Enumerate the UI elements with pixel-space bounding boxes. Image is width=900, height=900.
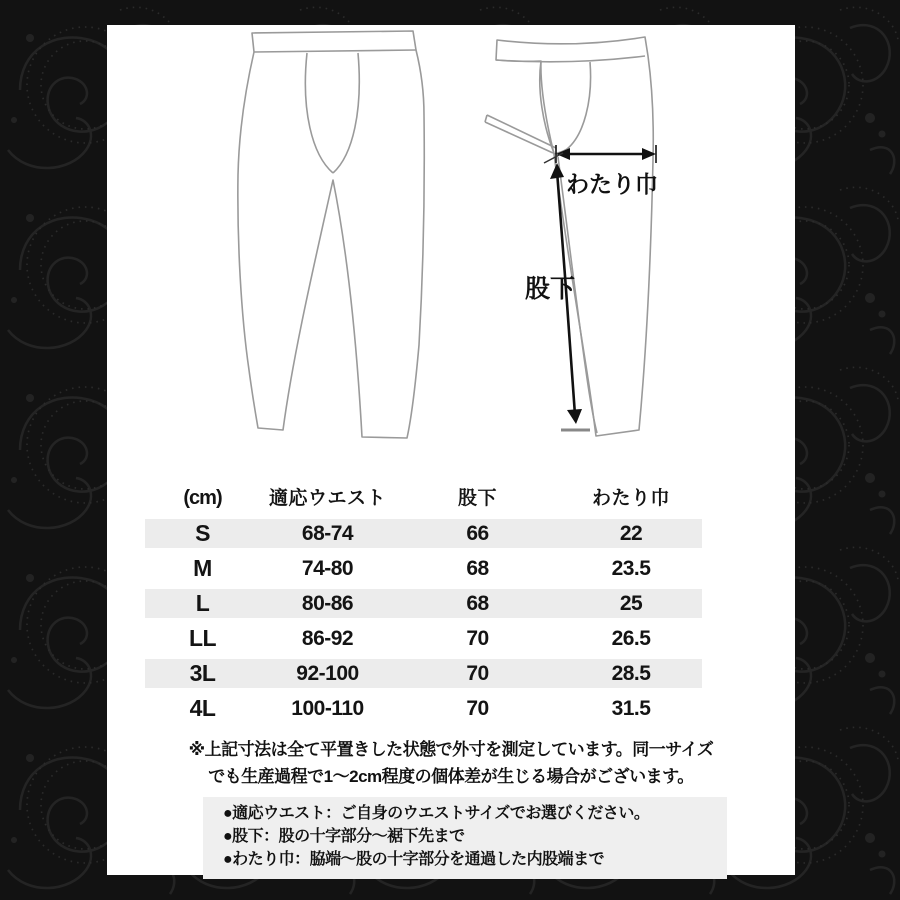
thigh-value: 23.5 — [611, 557, 651, 580]
measurement-note — [107, 736, 795, 790]
note-line-2: でも生産過程で1〜2cm程度の個体差が生じる場合がございます。 — [208, 767, 694, 787]
pants-front-view-drawing — [238, 31, 424, 438]
thigh-value: 26.5 — [611, 627, 651, 650]
waist-value: 86-92 — [301, 627, 354, 650]
inseam-value: 66 — [466, 522, 489, 545]
waist-value: 92-100 — [296, 662, 359, 685]
inseam-value: 68 — [466, 592, 489, 615]
inseam-label: 股下 — [524, 275, 576, 303]
definition-thigh-width: ●わたり巾：脇端〜股の十字部分を通過した内股端まで — [223, 850, 605, 868]
table-row-ll — [145, 621, 702, 656]
definition-waist: ●適応ウエスト：ご自身のウエストサイズでお選びください。 — [223, 805, 650, 823]
thigh-value: 25 — [619, 592, 643, 615]
table-row-s — [145, 516, 702, 551]
col-header-thigh: わたり巾 — [591, 487, 670, 509]
col-header-waist: 適応ウエスト — [268, 487, 386, 509]
waist-value: 100-110 — [291, 697, 364, 720]
garment-measurement-diagram — [107, 25, 795, 470]
size-label: 3L — [189, 660, 216, 686]
size-label: L — [195, 590, 210, 616]
size-table — [145, 480, 702, 726]
thigh-value: 28.5 — [611, 662, 651, 685]
waist-value: 80-86 — [301, 592, 354, 615]
table-row-4l — [145, 691, 702, 726]
table-header-row — [145, 480, 702, 516]
pants-side-view-drawing — [485, 37, 653, 436]
waist-value: 74-80 — [301, 557, 354, 580]
size-label: M — [193, 555, 212, 581]
definition-inseam: ●股下：股の十字部分〜裾下先まで — [223, 828, 465, 846]
thigh-value: 22 — [619, 522, 643, 545]
inseam-value: 68 — [466, 557, 489, 580]
size-label: 4L — [189, 695, 216, 721]
thigh-width-label: わたり巾 — [566, 171, 658, 197]
size-chart-panel — [107, 25, 795, 875]
waist-value: 68-74 — [301, 522, 354, 545]
size-label: S — [195, 520, 210, 546]
table-row-l — [145, 586, 702, 621]
table-row-m — [145, 551, 702, 586]
col-header-inseam: 股下 — [457, 487, 497, 509]
note-line-1: ※上記寸法は全て平置きした状態で外寸を測定しています。同一サイズ — [188, 740, 714, 759]
inseam-value: 70 — [466, 662, 489, 685]
inseam-value: 70 — [466, 697, 489, 720]
table-row-3l — [145, 656, 702, 691]
unit-header: (cm) — [183, 487, 222, 509]
thigh-value: 31.5 — [611, 697, 651, 720]
inseam-value: 70 — [466, 627, 489, 650]
size-label: LL — [188, 625, 217, 651]
measurement-definitions-box — [203, 797, 727, 878]
